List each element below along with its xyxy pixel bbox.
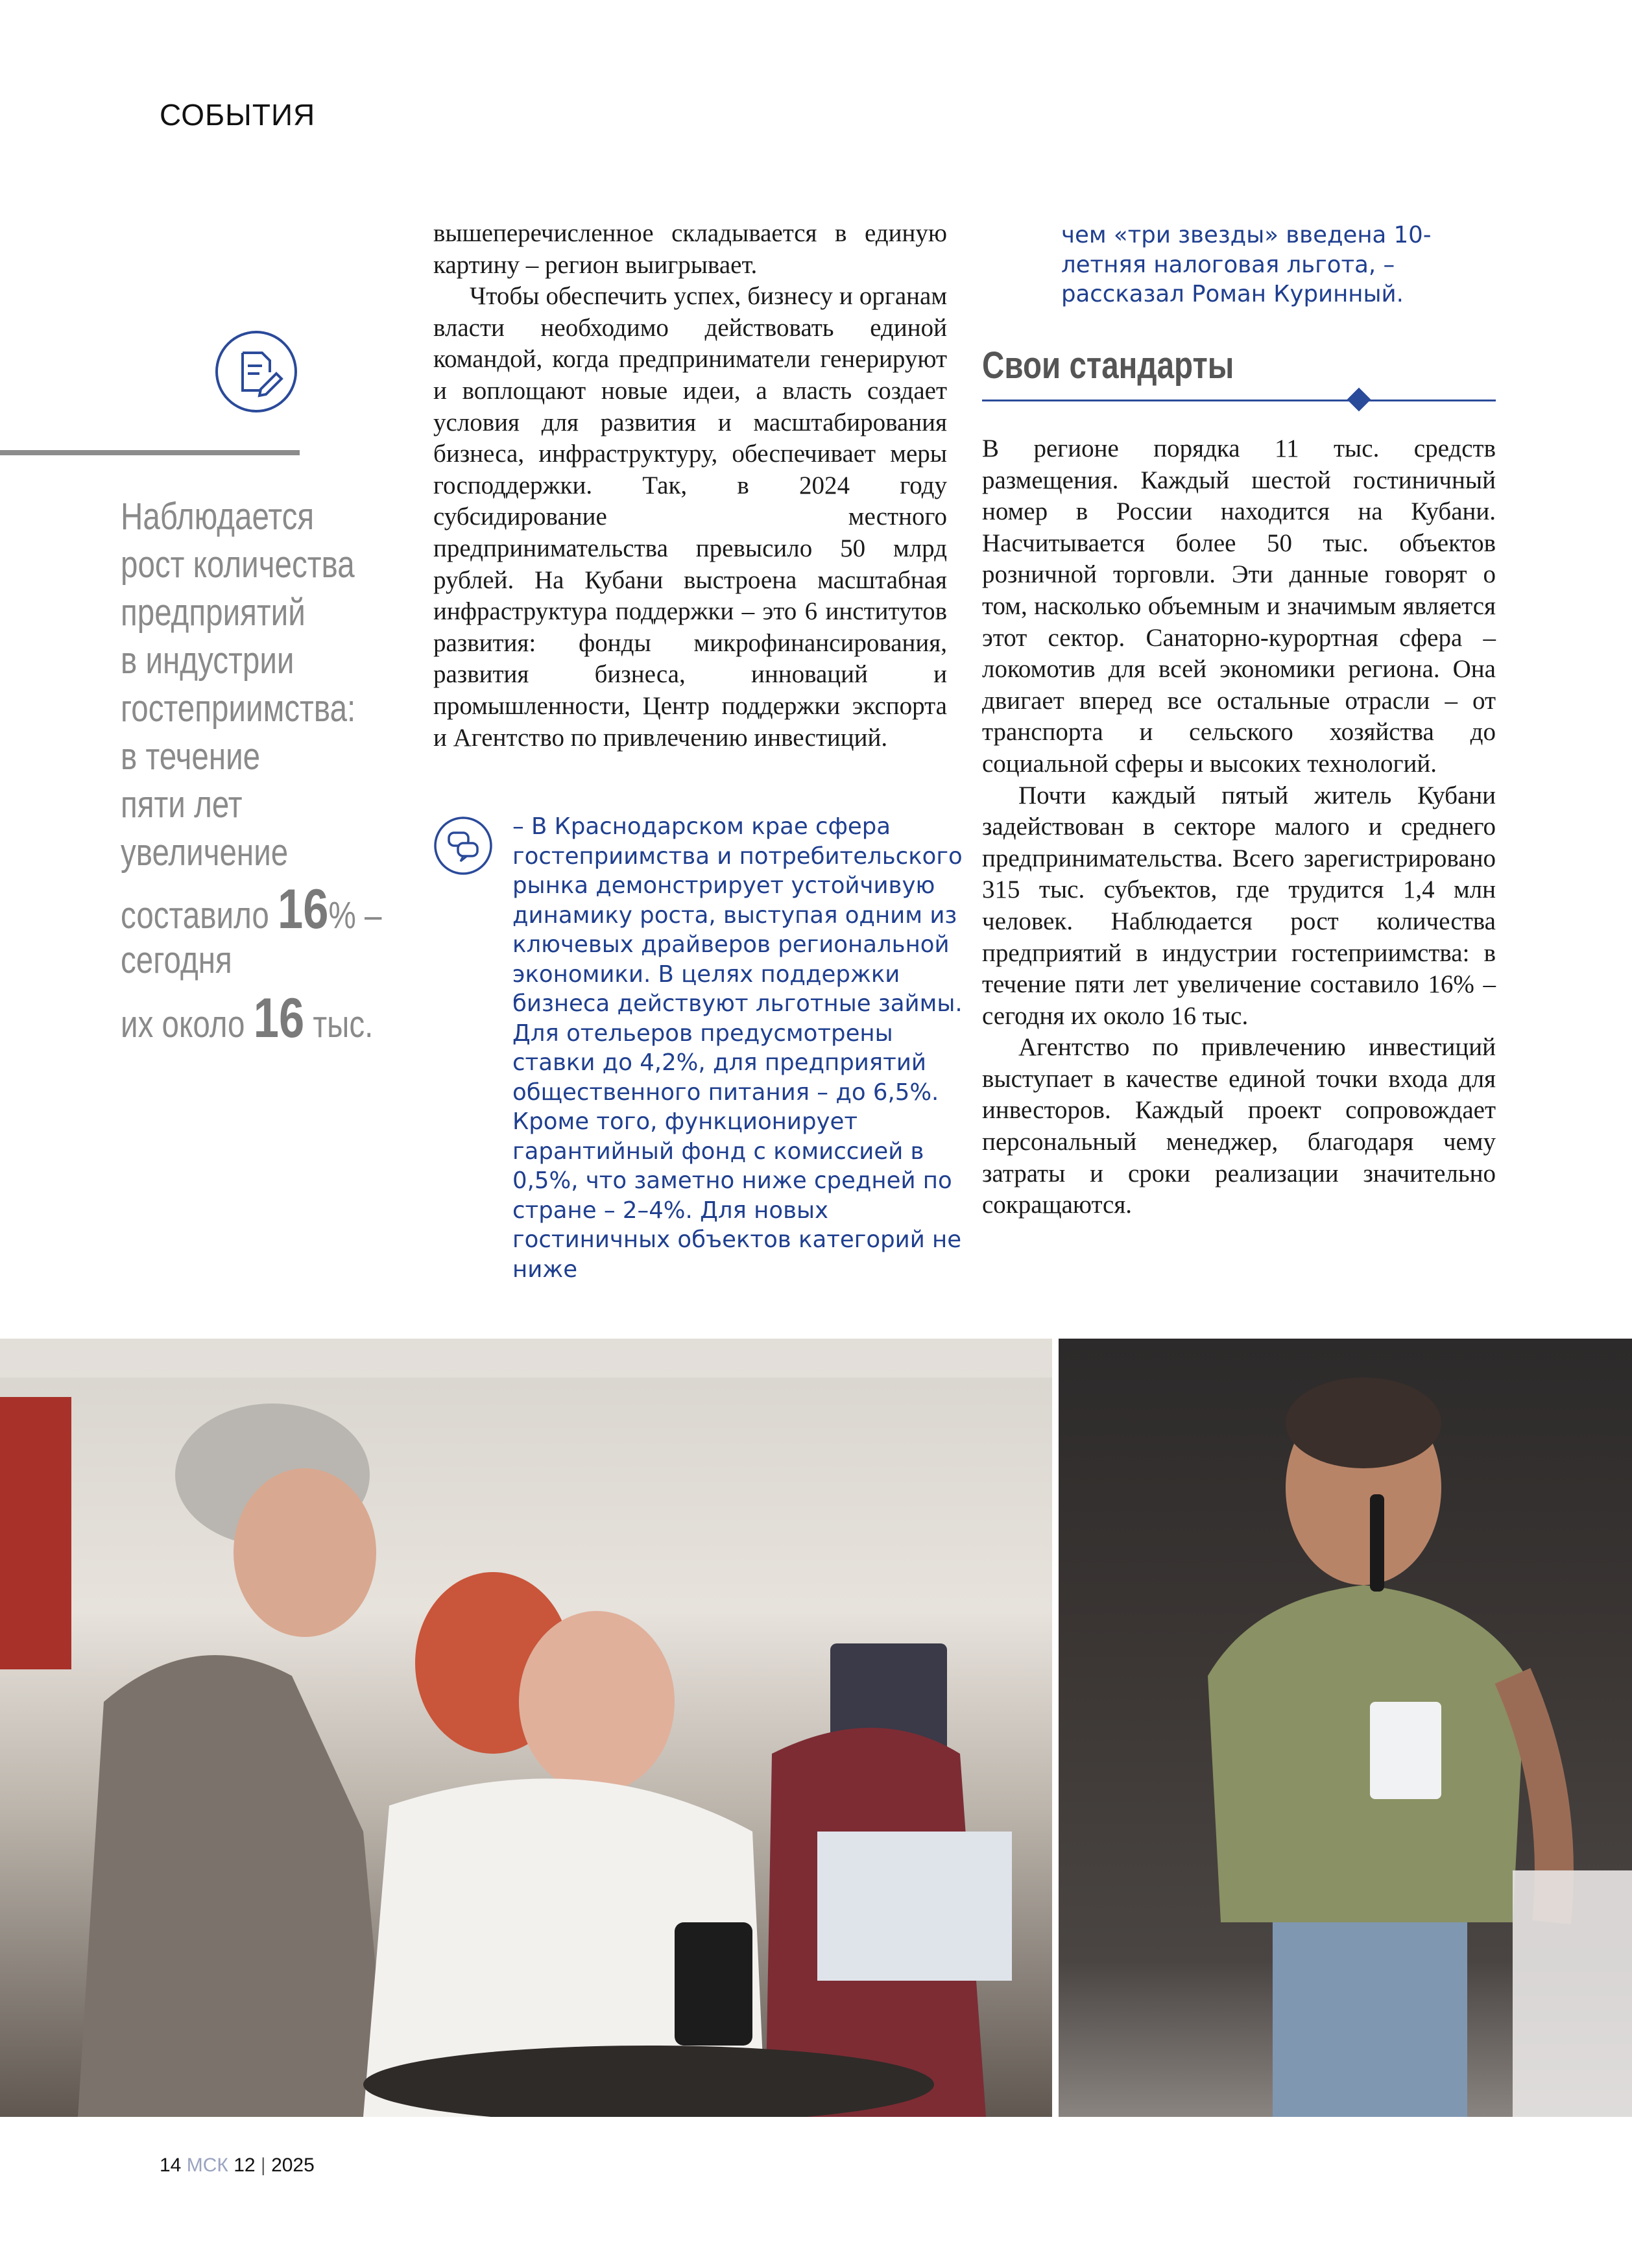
pull-quote-line: в течение: [121, 735, 261, 778]
paragraph: Почти каждый пятый житель Кубани задействован в секторе малого и среднего предпринимательства. Всего зарегистрировано 315 тыс. субъектов, где трудится 1,4 млн человек. Наблюдается рост количества предприятий в индустрии гостеприимства: в течение пяти лет увеличение составило 16% – сегодня их около 16 тыс.: [982, 781, 1496, 1030]
paragraph: вышеперечисленное складывается в единую картину – регион выигрывает.: [433, 219, 947, 279]
pull-quote-line: составило 16% –: [121, 878, 382, 940]
page-footer: [160, 2155, 315, 2177]
pull-quote-number: 16: [253, 987, 305, 1049]
footer-separator: |: [260, 2155, 266, 2176]
pull-quote-line: пяти лет: [121, 783, 243, 826]
pull-quote-line: гостеприимства:: [121, 687, 356, 730]
article-column-1: [433, 218, 947, 754]
pull-quote-line: сегодня: [121, 939, 232, 981]
magazine-name: МСК: [186, 2155, 228, 2176]
article-column-3: [982, 433, 1496, 1221]
quote-continuation: чем «три звезды» введена 10-летняя налоговая льгота, – рассказал Роман Куринный.: [1061, 222, 1432, 307]
diamond-icon: [1347, 388, 1371, 412]
pull-quote-number: 16: [278, 878, 329, 940]
pull-quote-line: рост количества: [121, 543, 355, 586]
issue-year: 2025: [271, 2155, 315, 2176]
heading-rule: [982, 400, 1496, 401]
speech-bubbles-icon: [433, 816, 493, 876]
paragraph: Агентство по привлечению инвестиций выступает в качестве единой точки входа для инвесторов. Каждый проект сопровождает персональный менеджер, благодаря чему затраты и сроки реализации значительно сокращаются.: [982, 1033, 1496, 1219]
photo-placeholder-icon: [1059, 1339, 1632, 2117]
pull-quote-line: предприятий: [121, 591, 306, 634]
event-photo-attendees: [0, 1339, 1052, 2117]
pull-quote-line: в индустрии: [121, 639, 294, 682]
pull-quote-line: увеличение: [121, 831, 289, 874]
paragraph: Чтобы обеспечить успех, бизнесу и органам власти необходимо действовать единой командой, когда предприниматели генерируют и воплощают новые идеи, а власть создает условия для развития и масштабирования бизнеса, инфраструктуру, обеспечивает меры господдержки. Так, в 2024 году субсидирование местного предпринимательства превысило 50 млрд рублей. На Кубани выстроена масштабная инфраструктура поддержки – это 6 институтов развития: фонды микрофинансирования, развития бизнеса, инноваций и промышленности, Центр поддержки экспорта и Агентство по привлечению инвестиций.: [433, 282, 947, 752]
pull-quote-line: их около 16 тыс.: [121, 987, 374, 1049]
photo-placeholder-icon: [0, 1339, 1052, 2117]
paragraph: В регионе порядка 11 тыс. средств размещения. Каждый шестой гостиничный номер в России находится на Кубани. Насчитывается более 50 тыс. объектов розничной торговли. Эти данные говорят о том, насколько объемным и значимым является этот сектор. Санаторно-курортная сфера – локомотив для всей экономики региона. Она двигает вперед все остальные отрасли – от транспорта и сельского хозяйства до социальной сферы и высоких технологий.: [982, 435, 1496, 778]
sidebar-rule: [0, 450, 300, 455]
pull-quote: [121, 493, 382, 1049]
section-label: СОБЫТИЯ: [160, 98, 316, 132]
pull-quote-line: Наблюдается: [121, 495, 315, 538]
event-photo-speaker: [1059, 1339, 1632, 2117]
issue-number: 12: [234, 2155, 256, 2176]
document-pen-icon: [214, 329, 298, 414]
quote-text: – В Краснодарском крае сфера гостеприимства и потребительского рынка демонстрирует устойчивую динамику роста, выступая одним из ключевых драйверов региональной экономики. В целях поддержки бизнеса действуют льготные займы. Для отельеров предусмотрены ставки до 4,2%, для предприятий общественного питания – до 6,5%. Кроме того, функционирует гарантийный фонд с комиссией в 0,5%, что заметно ниже средней по стране – 2–4%. Для новых гостиничных объектов категорий не ниже: [512, 813, 963, 1283]
page-number: 14: [160, 2155, 182, 2176]
section-heading: Свои стандарты: [982, 344, 1234, 387]
